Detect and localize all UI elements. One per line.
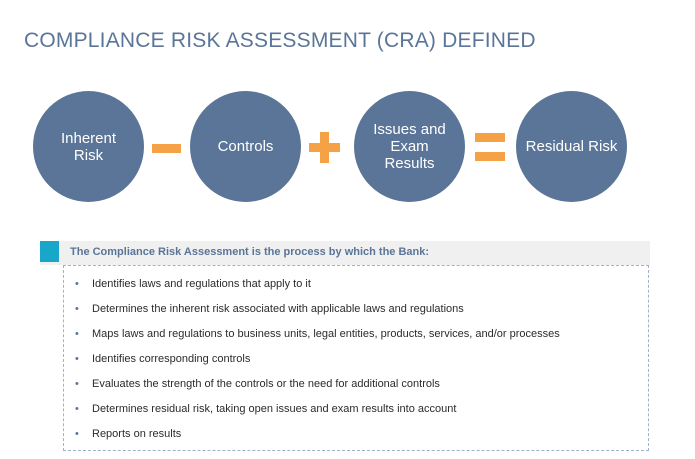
residual-risk-circle: Residual Risk: [516, 91, 627, 202]
controls-circle: Controls: [190, 91, 301, 202]
plus-icon: [309, 132, 340, 163]
bullet-icon: •: [75, 328, 79, 340]
list-item-text: Determines residual risk, taking open issues and exam results into account: [92, 403, 457, 415]
list-item-text: Determines the inherent risk associated with applicable laws and regulations: [92, 303, 464, 315]
minus-icon: [152, 144, 181, 153]
equals-icon: [475, 133, 505, 162]
list-item: [75, 353, 560, 378]
issues-exam-results-circle: Issues and Exam Results: [354, 91, 465, 202]
list-item-text: Identifies laws and regulations that apply to it: [92, 278, 311, 290]
list-item: [75, 328, 560, 353]
list-item-text: Reports on results: [92, 428, 182, 440]
list-item: [75, 303, 560, 328]
list-item-text: Identifies corresponding controls: [92, 353, 251, 365]
list-item: [75, 403, 560, 428]
process-heading: The Compliance Risk Assessment is the process by which the Bank:: [70, 246, 430, 258]
list-item: [75, 428, 560, 453]
list-item: [75, 378, 560, 403]
bullet-icon: •: [75, 353, 79, 365]
list-item: [75, 278, 560, 303]
bullet-icon: •: [75, 403, 79, 415]
bullet-icon: •: [75, 378, 79, 390]
list-item-text: Evaluates the strength of the controls or the need for additional controls: [92, 378, 440, 390]
process-list: [75, 278, 560, 453]
accent-square-icon: [40, 241, 59, 262]
inherent-risk-circle: Inherent Risk: [33, 91, 144, 202]
bullet-icon: •: [75, 303, 79, 315]
bullet-icon: •: [75, 428, 79, 440]
list-item-text: Maps laws and regulations to business units, legal entities, products, services, and/or processes: [92, 328, 560, 340]
page-title: COMPLIANCE RISK ASSESSMENT (CRA) DEFINED: [24, 29, 536, 52]
bullet-icon: •: [75, 278, 79, 290]
